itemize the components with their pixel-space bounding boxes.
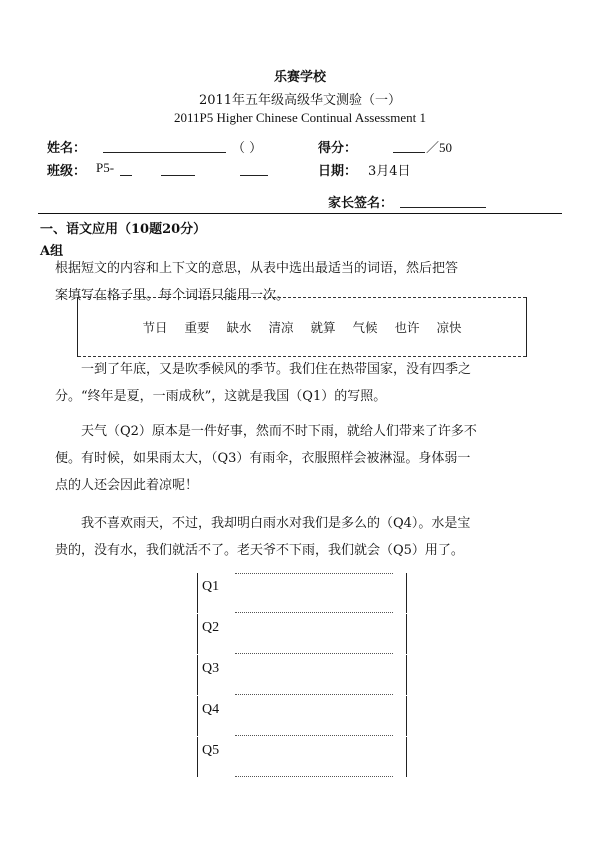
answer-box-bottom-line (235, 776, 393, 777)
word-bank-item: 重要 (184, 320, 210, 335)
word-bank-item: 凉快 (436, 320, 462, 335)
answer-box-q4[interactable] (197, 696, 407, 736)
answer-label: Q1 (202, 579, 220, 594)
word-bank-item: 节日 (142, 320, 168, 335)
school-name: 乐赛学校 (273, 70, 326, 85)
word-bank-box (77, 297, 527, 357)
index-paren[interactable]: （ ） (232, 141, 263, 156)
class-value: P5- (96, 160, 115, 175)
instruction-line-1: 根据短文的内容和上下文的意思，从表中选出最适当的词语，然后把答 (55, 261, 459, 276)
word-bank-item: 就算 (310, 320, 336, 335)
passage-p2-line2: 便。有时候，如果雨太大，（Q3）有雨伞，衣服照样会被淋湿。身体弱一 (55, 451, 471, 466)
answer-box-right-border (406, 614, 407, 654)
class-blank-2 (161, 175, 195, 176)
answer-label: Q3 (202, 661, 220, 676)
answer-box-right-border (406, 573, 407, 613)
answer-box-left-border (197, 737, 198, 777)
date-value: 3月4日 (368, 164, 411, 179)
score-blank[interactable] (393, 152, 425, 153)
answer-box-left-border (197, 614, 198, 654)
word-bank-top-border (78, 297, 526, 298)
passage-paragraph-2 (55, 418, 555, 499)
answer-box-right-border (406, 655, 407, 695)
passage-p2-line1: 天气（Q2）原本是一件好事，然而不时下雨，就给人们带来了许多不 (81, 424, 477, 439)
answer-box-right-border (406, 696, 407, 736)
answer-box-left-border (197, 696, 198, 736)
passage-p1-line2: 分。“终年是夏，一雨成秋”，这就是我国（Q1）的写照。 (55, 389, 387, 404)
instruction-line-2: 案填写在格子里。每个词语只能用一次。 (55, 288, 290, 303)
class-blank-3 (240, 175, 268, 176)
answer-label: Q4 (202, 702, 220, 717)
score-total: ／50 (426, 140, 453, 155)
section-heading: 一、语文应用（10题20分） (40, 222, 207, 237)
answer-box-left-border (197, 655, 198, 695)
answer-box-q5[interactable] (197, 737, 407, 777)
passage (55, 356, 555, 410)
passage-p3-line1: 我不喜欢雨天，不过，我却明白雨水对我们是多么的（Q4）。水是宝 (81, 516, 471, 531)
parent-signature-label: 家长签名： (328, 196, 394, 211)
word-bank-item: 缺水 (226, 320, 252, 335)
word-bank-item: 清凉 (268, 320, 294, 335)
test-title-chinese: 2011年五年级高级华文测验（一） (198, 93, 402, 108)
passage-paragraph-3 (55, 510, 555, 564)
word-bank-item: 也许 (394, 320, 420, 335)
answer-box-bottom-line (235, 735, 393, 736)
test-title-english: 2011P5 Higher Chinese Continual Assessment 1 (174, 110, 426, 125)
answer-box-left-border (197, 573, 198, 613)
answer-box-bottom-line (235, 612, 393, 613)
parent-signature-blank[interactable] (400, 207, 486, 208)
group-label: A组 (40, 244, 64, 259)
word-bank-list (78, 318, 526, 336)
class-blank[interactable] (120, 175, 132, 176)
name-blank[interactable] (103, 152, 226, 153)
passage-p2-line3: 点的人还会因此着凉呢！ (55, 478, 199, 493)
answer-label: Q2 (202, 620, 220, 635)
passage-p1-line1: 一到了年底，又是吹季候风的季节。我们住在热带国家，没有四季之 (81, 362, 472, 377)
passage-p3-line2: 贵的，没有水，我们就活不了。老天爷不下雨，我们就会（Q5）用了。 (55, 543, 464, 558)
date-label: 日期： (318, 164, 358, 179)
answer-box-top-line (235, 573, 393, 574)
answer-box-bottom-line (235, 653, 393, 654)
class-label: 班级： (47, 164, 87, 179)
answer-box-q3[interactable] (197, 655, 407, 695)
answer-box-bottom-line (235, 694, 393, 695)
answer-box-q1[interactable] (197, 573, 407, 613)
answer-box-q2[interactable] (197, 614, 407, 654)
answer-label: Q5 (202, 743, 220, 758)
word-bank-item: 气候 (352, 320, 378, 335)
answer-box-right-border (406, 737, 407, 777)
name-label: 姓名： (47, 141, 87, 156)
score-label: 得分： (318, 141, 358, 156)
header-divider (38, 213, 562, 214)
